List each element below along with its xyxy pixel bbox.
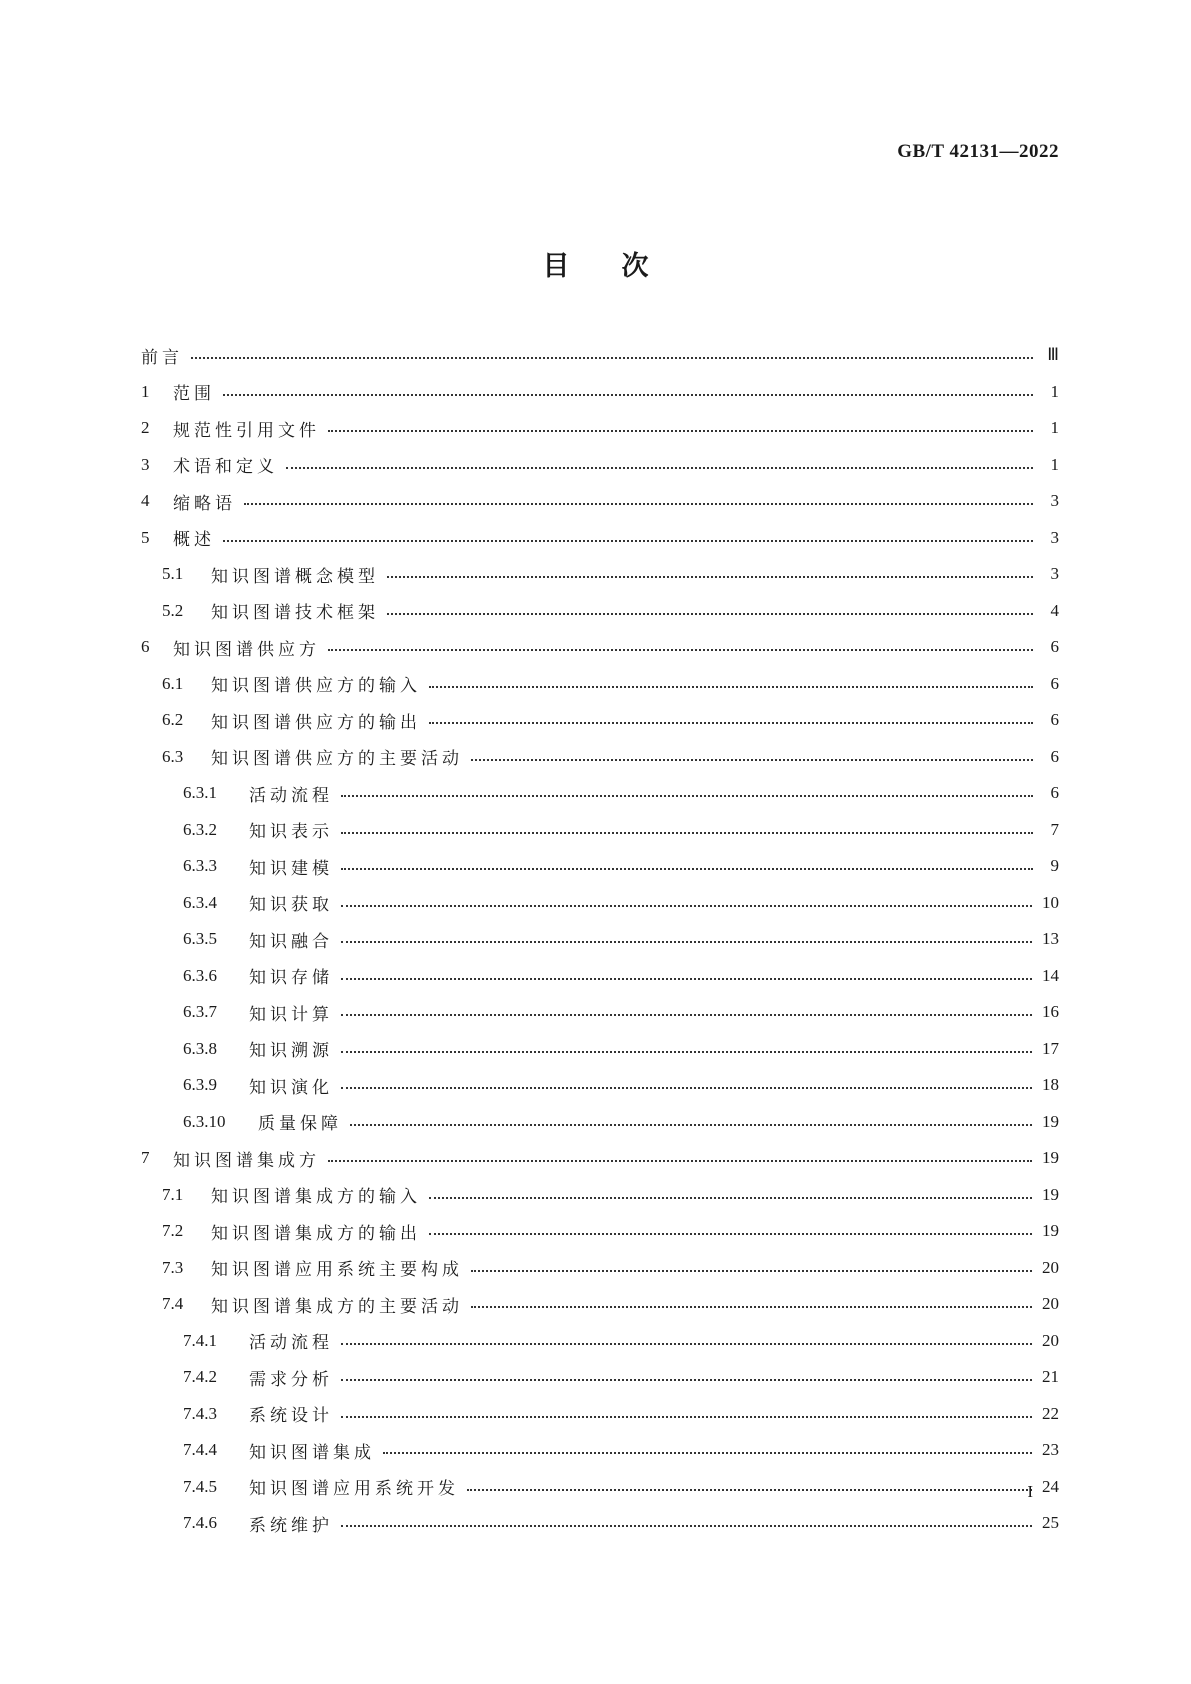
toc-entry-title: 知识图谱供应方的输入: [211, 676, 421, 697]
toc-entry-title: 知识图谱应用系统开发: [249, 1479, 459, 1500]
dot-leader: [383, 1452, 1032, 1454]
dot-leader: [467, 1489, 1032, 1491]
toc-entry-title: 知识图谱集成方的输出: [211, 1223, 421, 1244]
dot-leader: [341, 868, 1033, 870]
standard-number: GB/T 42131—2022: [897, 141, 1059, 162]
toc-entry-number: 7.2: [162, 1221, 184, 1241]
dot-leader: [328, 430, 1033, 432]
toc-entry-page: 6: [1050, 746, 1059, 766]
toc-entry-page: 1: [1050, 418, 1059, 438]
toc-entry-page: 21: [1042, 1367, 1059, 1387]
toc-entry-page: 6: [1050, 710, 1059, 730]
toc-entry-title: 活动流程: [249, 1333, 333, 1354]
toc-entry-page: 1: [1050, 454, 1059, 474]
toc-entry-title: 系统维护: [249, 1515, 333, 1536]
toc-entry-page: 18: [1042, 1075, 1059, 1095]
toc-entry-number: 3: [141, 454, 150, 474]
toc-entry-title: 知识图谱供应方的主要活动: [211, 749, 463, 770]
toc-entry[interactable]: [141, 337, 1059, 374]
toc-entry-page: 23: [1042, 1440, 1059, 1460]
toc-entry-page: 22: [1042, 1403, 1059, 1423]
dot-leader: [429, 1197, 1032, 1199]
toc-entry-page: Ⅲ: [1047, 345, 1059, 365]
toc-entry-number: 7.4.2: [183, 1367, 217, 1387]
toc-entry-title: 知识图谱集成: [249, 1442, 375, 1463]
toc-entry[interactable]: [141, 483, 1059, 520]
toc-entry-title: 知识融合: [249, 931, 333, 952]
toc-entry-page: 17: [1042, 1038, 1059, 1058]
toc-entry[interactable]: [141, 1140, 1059, 1177]
toc-entry-page: 19: [1042, 1184, 1059, 1204]
toc-entry-number: 6.3.8: [183, 1038, 217, 1058]
toc-entry[interactable]: [141, 1469, 1059, 1506]
dot-leader: [191, 357, 1033, 359]
table-of-contents: [141, 337, 1059, 1542]
toc-entry-title: 知识图谱供应方: [173, 639, 320, 660]
toc-entry-number: 7.4.3: [183, 1403, 217, 1423]
toc-entry[interactable]: [141, 1432, 1059, 1469]
toc-entry-title: 前言: [141, 347, 183, 368]
toc-entry[interactable]: [141, 812, 1059, 849]
toc-entry[interactable]: [141, 1177, 1059, 1214]
toc-entry-title: 缩略语: [173, 493, 236, 514]
dot-leader: [387, 613, 1033, 615]
toc-entry[interactable]: [141, 1067, 1059, 1104]
toc-entry-title: 知识图谱供应方的输出: [211, 712, 421, 733]
dot-leader: [341, 1525, 1032, 1527]
toc-entry[interactable]: [141, 958, 1059, 995]
toc-entry[interactable]: [141, 666, 1059, 703]
dot-leader: [350, 1124, 1032, 1126]
toc-entry-page: 25: [1042, 1513, 1059, 1533]
toc-entry-title: 知识图谱集成方: [173, 1150, 320, 1171]
toc-entry-number: 6.3.4: [183, 892, 217, 912]
toc-entry[interactable]: [141, 410, 1059, 447]
dot-leader: [328, 1160, 1032, 1162]
dot-leader: [387, 576, 1033, 578]
toc-entry-number: 7.4.4: [183, 1440, 217, 1460]
toc-entry-title: 概述: [173, 530, 215, 551]
toc-entry[interactable]: [141, 1286, 1059, 1323]
toc-entry[interactable]: [141, 556, 1059, 593]
dot-leader: [341, 905, 1032, 907]
toc-entry[interactable]: [141, 593, 1059, 630]
toc-entry-page: 7: [1050, 819, 1059, 839]
dot-leader: [244, 503, 1033, 505]
toc-entry-page: 19: [1042, 1221, 1059, 1241]
dot-leader: [471, 1306, 1032, 1308]
toc-entry-title: 质量保障: [258, 1114, 342, 1135]
toc-entry-number: 5.2: [162, 600, 184, 620]
toc-entry[interactable]: [141, 1250, 1059, 1287]
dot-leader: [341, 832, 1033, 834]
dot-leader: [341, 1416, 1032, 1418]
dot-leader: [341, 978, 1032, 980]
dot-leader: [341, 795, 1033, 797]
dot-leader: [341, 941, 1032, 943]
toc-entry[interactable]: [141, 1323, 1059, 1360]
toc-entry[interactable]: [141, 629, 1059, 666]
toc-entry[interactable]: [141, 921, 1059, 958]
dot-leader: [471, 1270, 1032, 1272]
toc-entry-title: 知识图谱概念模型: [211, 566, 379, 587]
toc-entry-title: 知识计算: [249, 1004, 333, 1025]
dot-leader: [429, 1233, 1032, 1235]
toc-entry-number: 7.4.1: [183, 1330, 217, 1350]
toc-entry-number: 6.3: [162, 746, 184, 766]
toc-entry-title: 知识获取: [249, 895, 333, 916]
toc-entry-title: 知识图谱应用系统主要构成: [211, 1260, 463, 1281]
toc-entry-title: 知识建模: [249, 858, 333, 879]
toc-entry-title: 知识图谱集成方的主要活动: [211, 1296, 463, 1317]
toc-entry-page: 19: [1042, 1148, 1059, 1168]
toc-entry-number: 4: [141, 491, 150, 511]
toc-entry-title: 系统设计: [249, 1406, 333, 1427]
toc-entry-title: 术语和定义: [173, 457, 278, 478]
toc-entry-title: 需求分析: [249, 1369, 333, 1390]
toc-entry-page: 16: [1042, 1002, 1059, 1022]
toc-entry-number: 5: [141, 527, 150, 547]
toc-entry-page: 3: [1050, 491, 1059, 511]
toc-entry-number: 6.1: [162, 673, 184, 693]
toc-entry-page: 20: [1042, 1257, 1059, 1277]
toc-entry-page: 9: [1050, 856, 1059, 876]
dot-leader: [429, 686, 1033, 688]
toc-entry-number: 6.3.2: [183, 819, 217, 839]
toc-entry-number: 6.3.3: [183, 856, 217, 876]
toc-entry-title: 规范性引用文件: [173, 420, 320, 441]
dot-leader: [341, 1051, 1032, 1053]
toc-entry-title: 知识溯源: [249, 1041, 333, 1062]
page-number: I: [1027, 1482, 1033, 1501]
toc-entry-page: 19: [1042, 1111, 1059, 1131]
toc-entry-number: 7: [141, 1148, 150, 1168]
toc-entry[interactable]: [141, 1505, 1059, 1542]
toc-entry-number: 7.4: [162, 1294, 184, 1314]
page-title: 目次: [542, 251, 701, 282]
toc-entry-page: 3: [1050, 564, 1059, 584]
toc-entry-page: 1: [1050, 381, 1059, 401]
toc-entry-number: 7.4.6: [183, 1513, 217, 1533]
toc-entry[interactable]: [141, 1213, 1059, 1250]
toc-entry-number: 6.3.1: [183, 783, 217, 803]
toc-entry-title: 范围: [173, 384, 215, 405]
dot-leader: [341, 1014, 1032, 1016]
toc-entry-number: 5.1: [162, 564, 184, 584]
toc-entry-page: 3: [1050, 527, 1059, 547]
toc-entry-number: 6.3.9: [183, 1075, 217, 1095]
dot-leader: [341, 1087, 1032, 1089]
toc-entry[interactable]: [141, 447, 1059, 484]
toc-entry-number: 6.3.10: [183, 1111, 226, 1131]
toc-entry[interactable]: [141, 885, 1059, 922]
toc-entry-title: 知识图谱集成方的输入: [211, 1187, 421, 1208]
toc-entry-number: 7.4.5: [183, 1476, 217, 1496]
toc-entry-page: 14: [1042, 965, 1059, 985]
dot-leader: [286, 467, 1033, 469]
toc-entry-title: 知识图谱技术框架: [211, 603, 379, 624]
toc-entry-number: 2: [141, 418, 150, 438]
toc-entry-page: 20: [1042, 1294, 1059, 1314]
toc-entry[interactable]: [141, 1104, 1059, 1141]
dot-leader: [341, 1343, 1032, 1345]
dot-leader: [223, 394, 1033, 396]
toc-entry-number: 1: [141, 381, 150, 401]
dot-leader: [341, 1379, 1032, 1381]
toc-entry-number: 7.3: [162, 1257, 184, 1277]
toc-entry-number: 6.2: [162, 710, 184, 730]
toc-entry-number: 6.3.6: [183, 965, 217, 985]
toc-entry-number: 6.3.7: [183, 1002, 217, 1022]
dot-leader: [223, 540, 1033, 542]
toc-entry-page: 10: [1042, 892, 1059, 912]
toc-entry[interactable]: [141, 520, 1059, 557]
toc-entry-page: 20: [1042, 1330, 1059, 1350]
toc-entry-page: 6: [1050, 637, 1059, 657]
toc-entry-number: 7.1: [162, 1184, 184, 1204]
toc-entry-title: 知识存储: [249, 968, 333, 989]
toc-entry[interactable]: [141, 702, 1059, 739]
dot-leader: [429, 722, 1033, 724]
toc-entry-page: 13: [1042, 929, 1059, 949]
toc-entry[interactable]: [141, 1396, 1059, 1433]
toc-entry-page: 4: [1050, 600, 1059, 620]
toc-entry-page: 6: [1050, 673, 1059, 693]
toc-entry-title: 知识表示: [249, 822, 333, 843]
toc-entry[interactable]: [141, 374, 1059, 411]
toc-entry[interactable]: [141, 1031, 1059, 1068]
toc-entry-number: 6.3.5: [183, 929, 217, 949]
toc-entry-number: 6: [141, 637, 150, 657]
toc-entry-title: 活动流程: [249, 785, 333, 806]
toc-entry[interactable]: [141, 994, 1059, 1031]
dot-leader: [471, 759, 1033, 761]
toc-entry-page: 24: [1042, 1476, 1059, 1496]
toc-entry[interactable]: [141, 848, 1059, 885]
toc-entry-page: 6: [1050, 783, 1059, 803]
dot-leader: [328, 649, 1033, 651]
toc-entry[interactable]: [141, 775, 1059, 812]
toc-entry[interactable]: [141, 1359, 1059, 1396]
toc-entry[interactable]: [141, 739, 1059, 776]
toc-entry-title: 知识演化: [249, 1077, 333, 1098]
